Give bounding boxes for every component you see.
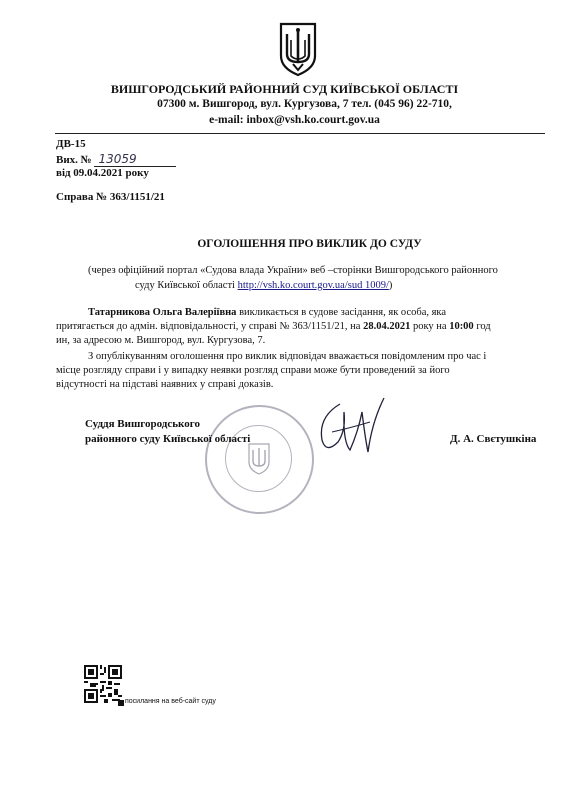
p2-line2: місце розгляду справи і у випадку неявки розгляд справи може бути проведений за його (56, 365, 450, 376)
p2-line3: відсутності на підставі наявних у справі доказів. (56, 379, 274, 390)
defendant-name: Татарникова Ольга Валеріївна (88, 307, 237, 318)
court-name: ВИШГОРОДСЬКИЙ РАЙОННИЙ СУД КИЇВСЬКОЇ ОБЛАСТІ (110, 82, 459, 96)
header-divider (55, 133, 545, 134)
p1-line2-b: року на (410, 321, 450, 332)
judge-signature (310, 392, 390, 467)
issue-date: від 09.04.2021 року (56, 167, 149, 179)
paragraph-consequences (56, 350, 546, 392)
notice-via-line2 (135, 280, 555, 291)
p2-line1: З опублікуванням оголошення про виклик відповідач вважається повідомленим про час і (88, 351, 487, 362)
judge-role-line2: районного суду Київської області (85, 433, 251, 445)
form-code: ДВ-15 (56, 138, 86, 150)
outgoing-label: Вих. № (56, 154, 92, 166)
p1-line2-c: год (473, 321, 491, 332)
notice-via-line1: (через офіційний портал «Судова влада України» веб –сторінки Вишгородського районного (88, 265, 498, 276)
qr-link-icon (118, 700, 124, 706)
via-suffix: ) (388, 280, 393, 291)
court-seal-stamp (205, 405, 314, 514)
case-number: Справа № 363/1151/21 (56, 191, 165, 203)
judge-name: Д. А. Свєтушкіна (450, 433, 537, 445)
p1-line3: ин, за адресою м. Вишгород, вул. Кургузова, 7. (56, 335, 266, 346)
via-prefix: суду Київської області (135, 280, 238, 291)
qr-caption: посилання на веб-сайт суду (125, 698, 216, 705)
court-website-link[interactable]: http://vsh.ko.court.gov.ua/sud 1009/ (237, 280, 389, 291)
hearing-time: 10:00 (449, 321, 474, 332)
outgoing-number: 13059 (94, 152, 176, 167)
paragraph-summons (56, 306, 546, 348)
hearing-date: 28.04.2021 (363, 321, 411, 332)
court-email: e-mail: inbox@vsh.ko.court.gov.ua (209, 114, 380, 126)
outgoing-number-row (56, 152, 176, 167)
seal-trident-icon (247, 443, 271, 475)
p1-line2-a: притягається до адмін. відповідальності, у справі № 363/1151/21, на (56, 321, 364, 332)
qr-code-icon[interactable] (84, 665, 122, 703)
p1-line1-rest: викликається в судове засідання, як особа, яка (236, 307, 447, 318)
ukraine-trident-icon (278, 22, 318, 77)
judge-role-line1: Суддя Вишгородського (85, 418, 200, 430)
court-address: 07300 м. Вишгород, вул. Кургузова, 7 тел. (045 96) 22-710, (157, 98, 452, 110)
notice-title: ОГОЛОШЕННЯ ПРО ВИКЛИК ДО СУДУ (197, 238, 422, 250)
